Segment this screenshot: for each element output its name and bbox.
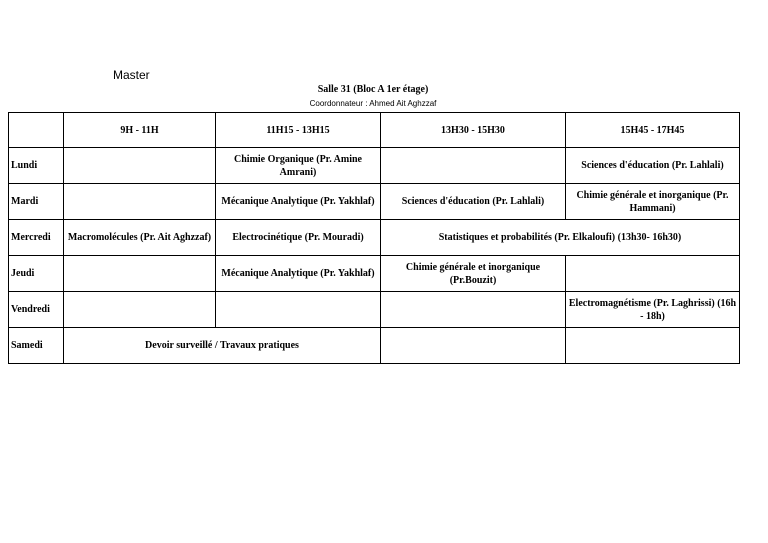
room-title: Salle 31 (Bloc A 1er étage) <box>317 84 429 95</box>
time-slot-header: 9H - 11H <box>64 113 216 148</box>
schedule-cell <box>64 256 216 292</box>
schedule-cell <box>216 292 381 328</box>
time-slot-header: 13H30 - 15H30 <box>381 113 566 148</box>
schedule-cell <box>64 184 216 220</box>
schedule-cell: Chimie générale et inorganique (Pr. Hammani) <box>566 184 740 220</box>
program-label: Master <box>113 68 150 82</box>
day-label: Vendredi <box>9 292 64 328</box>
schedule-cell: Sciences d'éducation (Pr. Lahlali) <box>566 148 740 184</box>
header-row <box>9 113 740 148</box>
time-slot-header: 15H45 - 17H45 <box>566 113 740 148</box>
schedule-cell: Chimie Organique (Pr. Amine Amrani) <box>216 148 381 184</box>
day-row-mardi <box>9 184 740 220</box>
day-label: Samedi <box>9 328 64 364</box>
day-label: Mercredi <box>9 220 64 256</box>
schedule-cell <box>381 328 566 364</box>
schedule-cell: Electromagnétisme (Pr. Laghrissi) (16h - 18h) <box>566 292 740 328</box>
day-label: Mardi <box>9 184 64 220</box>
schedule-cell-merged: Devoir surveillé / Travaux pratiques <box>64 328 381 364</box>
day-row-mercredi <box>9 220 740 256</box>
day-label: Lundi <box>9 148 64 184</box>
schedule-cell-merged: Statistiques et probabilités (Pr. Elkaloufi) (13h30- 16h30) <box>381 220 740 256</box>
day-label: Jeudi <box>9 256 64 292</box>
schedule-cell: Electrocinétique (Pr. Mouradi) <box>216 220 381 256</box>
schedule-cell: Mécanique Analytique (Pr. Yakhlaf) <box>216 256 381 292</box>
schedule-cell: Mécanique Analytique (Pr. Yakhlaf) <box>216 184 381 220</box>
schedule-cell: Chimie générale et inorganique (Pr.Bouzit) <box>381 256 566 292</box>
schedule-cell <box>64 148 216 184</box>
schedule-cell <box>381 292 566 328</box>
coordinator-label: Coordonnateur : Ahmed Ait Aghzzaf <box>309 99 437 108</box>
day-row-vendredi <box>9 292 740 328</box>
schedule-table <box>8 112 740 364</box>
schedule-cell <box>64 292 216 328</box>
day-row-lundi <box>9 148 740 184</box>
day-row-jeudi <box>9 256 740 292</box>
schedule-cell: Sciences d'éducation (Pr. Lahlali) <box>381 184 566 220</box>
corner-cell <box>9 113 64 148</box>
schedule-cell <box>381 148 566 184</box>
day-row-samedi <box>9 328 740 364</box>
time-slot-header: 11H15 - 13H15 <box>216 113 381 148</box>
schedule-cell <box>566 256 740 292</box>
schedule-cell: Macromolécules (Pr. Ait Aghzzaf) <box>64 220 216 256</box>
schedule-cell <box>566 328 740 364</box>
